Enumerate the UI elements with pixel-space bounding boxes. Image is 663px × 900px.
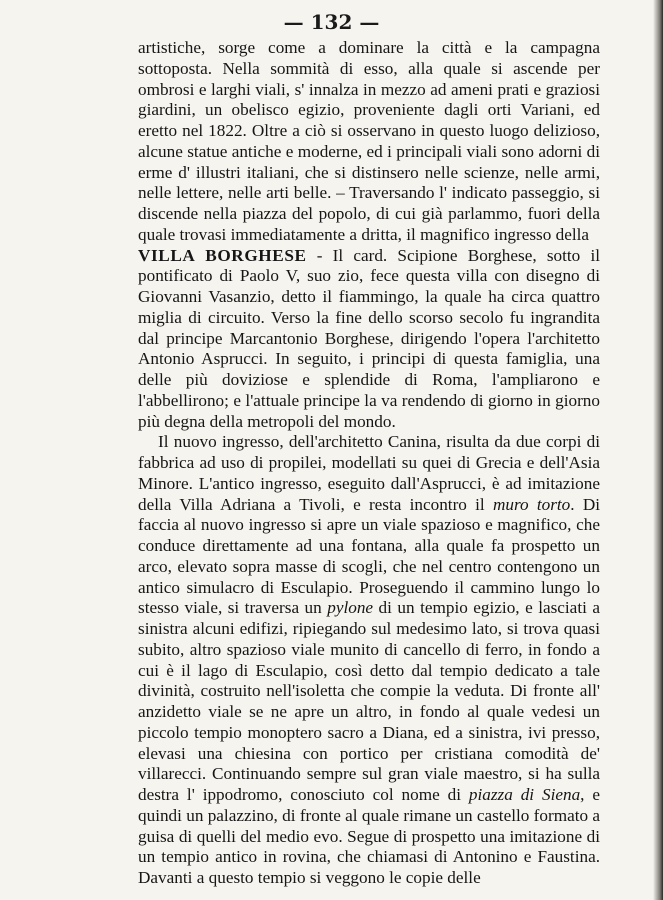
paragraph-2-text: - Il card. Scipione Borghese, sotto il pontificato di Paolo V, suo zio, fece questa villa con disegno di Giovanni Vasanzio, detto il fiammingo, la quale ha circa quattro miglia di circuito. Verso la fine dello scorso secolo fu ingrandita dal principe Marcantonio Borghese, dirigendo l'opera l'architetto Antonio Asprucci. In seguito, i principi di questa famiglia, una delle più doviziose e splendide di Roma, l'ampliarono e l'abbellirono; e l'attuale principe la va rendendo di giorno in giorno più degna della metropoli del mondo. bbox=[138, 245, 600, 431]
paragraph-3-text-1: Il nuovo ingresso, dell'architetto Canina, risulta da due corpi di fabbrica ad uso di propilei, modellati su quei di Grecia e dell'Asia Minore. L'antico ingresso, eseguito dall'Asprucci, è ad imitazione della Villa Adriana a Tivoli, e resta incontro il bbox=[138, 432, 600, 514]
paragraph-3-text-3: di un tempio egizio, e lasciati a sinistra alcuni edifizi, ripiegando sul medesimo lato, si trova quasi subito, altro spazioso viale munito di cancello di ferro, in fondo a cui è il lago di Esculapio, così detto dal tempio dedicato a tale divinità, costruito nell'isoletta che compie la veduta. Di fronte all' anzidetto viale se ne apre un altro, in fondo al quale vedesi un piccolo tempio monoptero sacro a Diana, ed a sinistra, ivi presso, elevasi una chiesina con portico per cristiana comodità de' villarecci. Continuando sempre sul gran viale maestro, si ha sulla destra l' ippodromo, conosciuto col nome di bbox=[138, 598, 600, 804]
italic-pylone: pylone bbox=[327, 598, 374, 618]
italic-muro-torto: muro torto bbox=[492, 494, 571, 514]
page-number: — 132 — bbox=[283, 10, 380, 34]
italic-piazza-di-siena: piazza di Siena bbox=[468, 785, 581, 804]
page-edge-shadow bbox=[653, 0, 663, 900]
paragraph-3-text-2: . Di faccia al nuovo ingresso si apre un viale spazioso e magnifico, che conduce direttamente ad una fontana, alla quale fa prospetto un arco, elevato sopra masse di scogli, che nel centro contengono un antico simulacro di Esculapio. Proseguendo il cammino lungo lo stesso viale, si traversa un bbox=[138, 494, 601, 618]
paragraph-3 bbox=[138, 432, 600, 889]
paragraph-1: artistiche, sorge come a dominare la città e la campagna sottoposta. Nella sommità di esso, alla quale si ascende per ombrosi e larghi viali, s' innalza in mezzo ad ameni prati e graziosi giardini, un obelisco egizio, proveniente dagli orti Variani, ed eretto nel 1822. Oltre a ciò si osservano in questo luogo delizioso, alcune statue antiche e moderne, ed i principali viali sono adorni di erme d' illustri italiani, che si distinsero nelle scienze, nelle armi, nelle lettere, nelle arti belle. – Traversando l' indicato passeggio, si discende nella piazza del popolo, di cui già parlammo, fuori della quale trovasi immediatamente a dritta, il magnifico ingresso della bbox=[138, 38, 600, 244]
paragraph-2 bbox=[138, 246, 600, 433]
section-heading-villa-borghese: VILLA BORGHESE bbox=[138, 245, 307, 265]
body-text bbox=[138, 38, 600, 889]
paragraph-3-text-4: , e quindi un palazzino, di fronte al quale rimane un castello formato a guisa di quelli del medio evo. Segue di prospetto una imitazione di un tempio antico in rovina, che chiamasi di Antonino e Faustina. Davanti a questo tempio si veggono le copie delle bbox=[138, 785, 600, 887]
